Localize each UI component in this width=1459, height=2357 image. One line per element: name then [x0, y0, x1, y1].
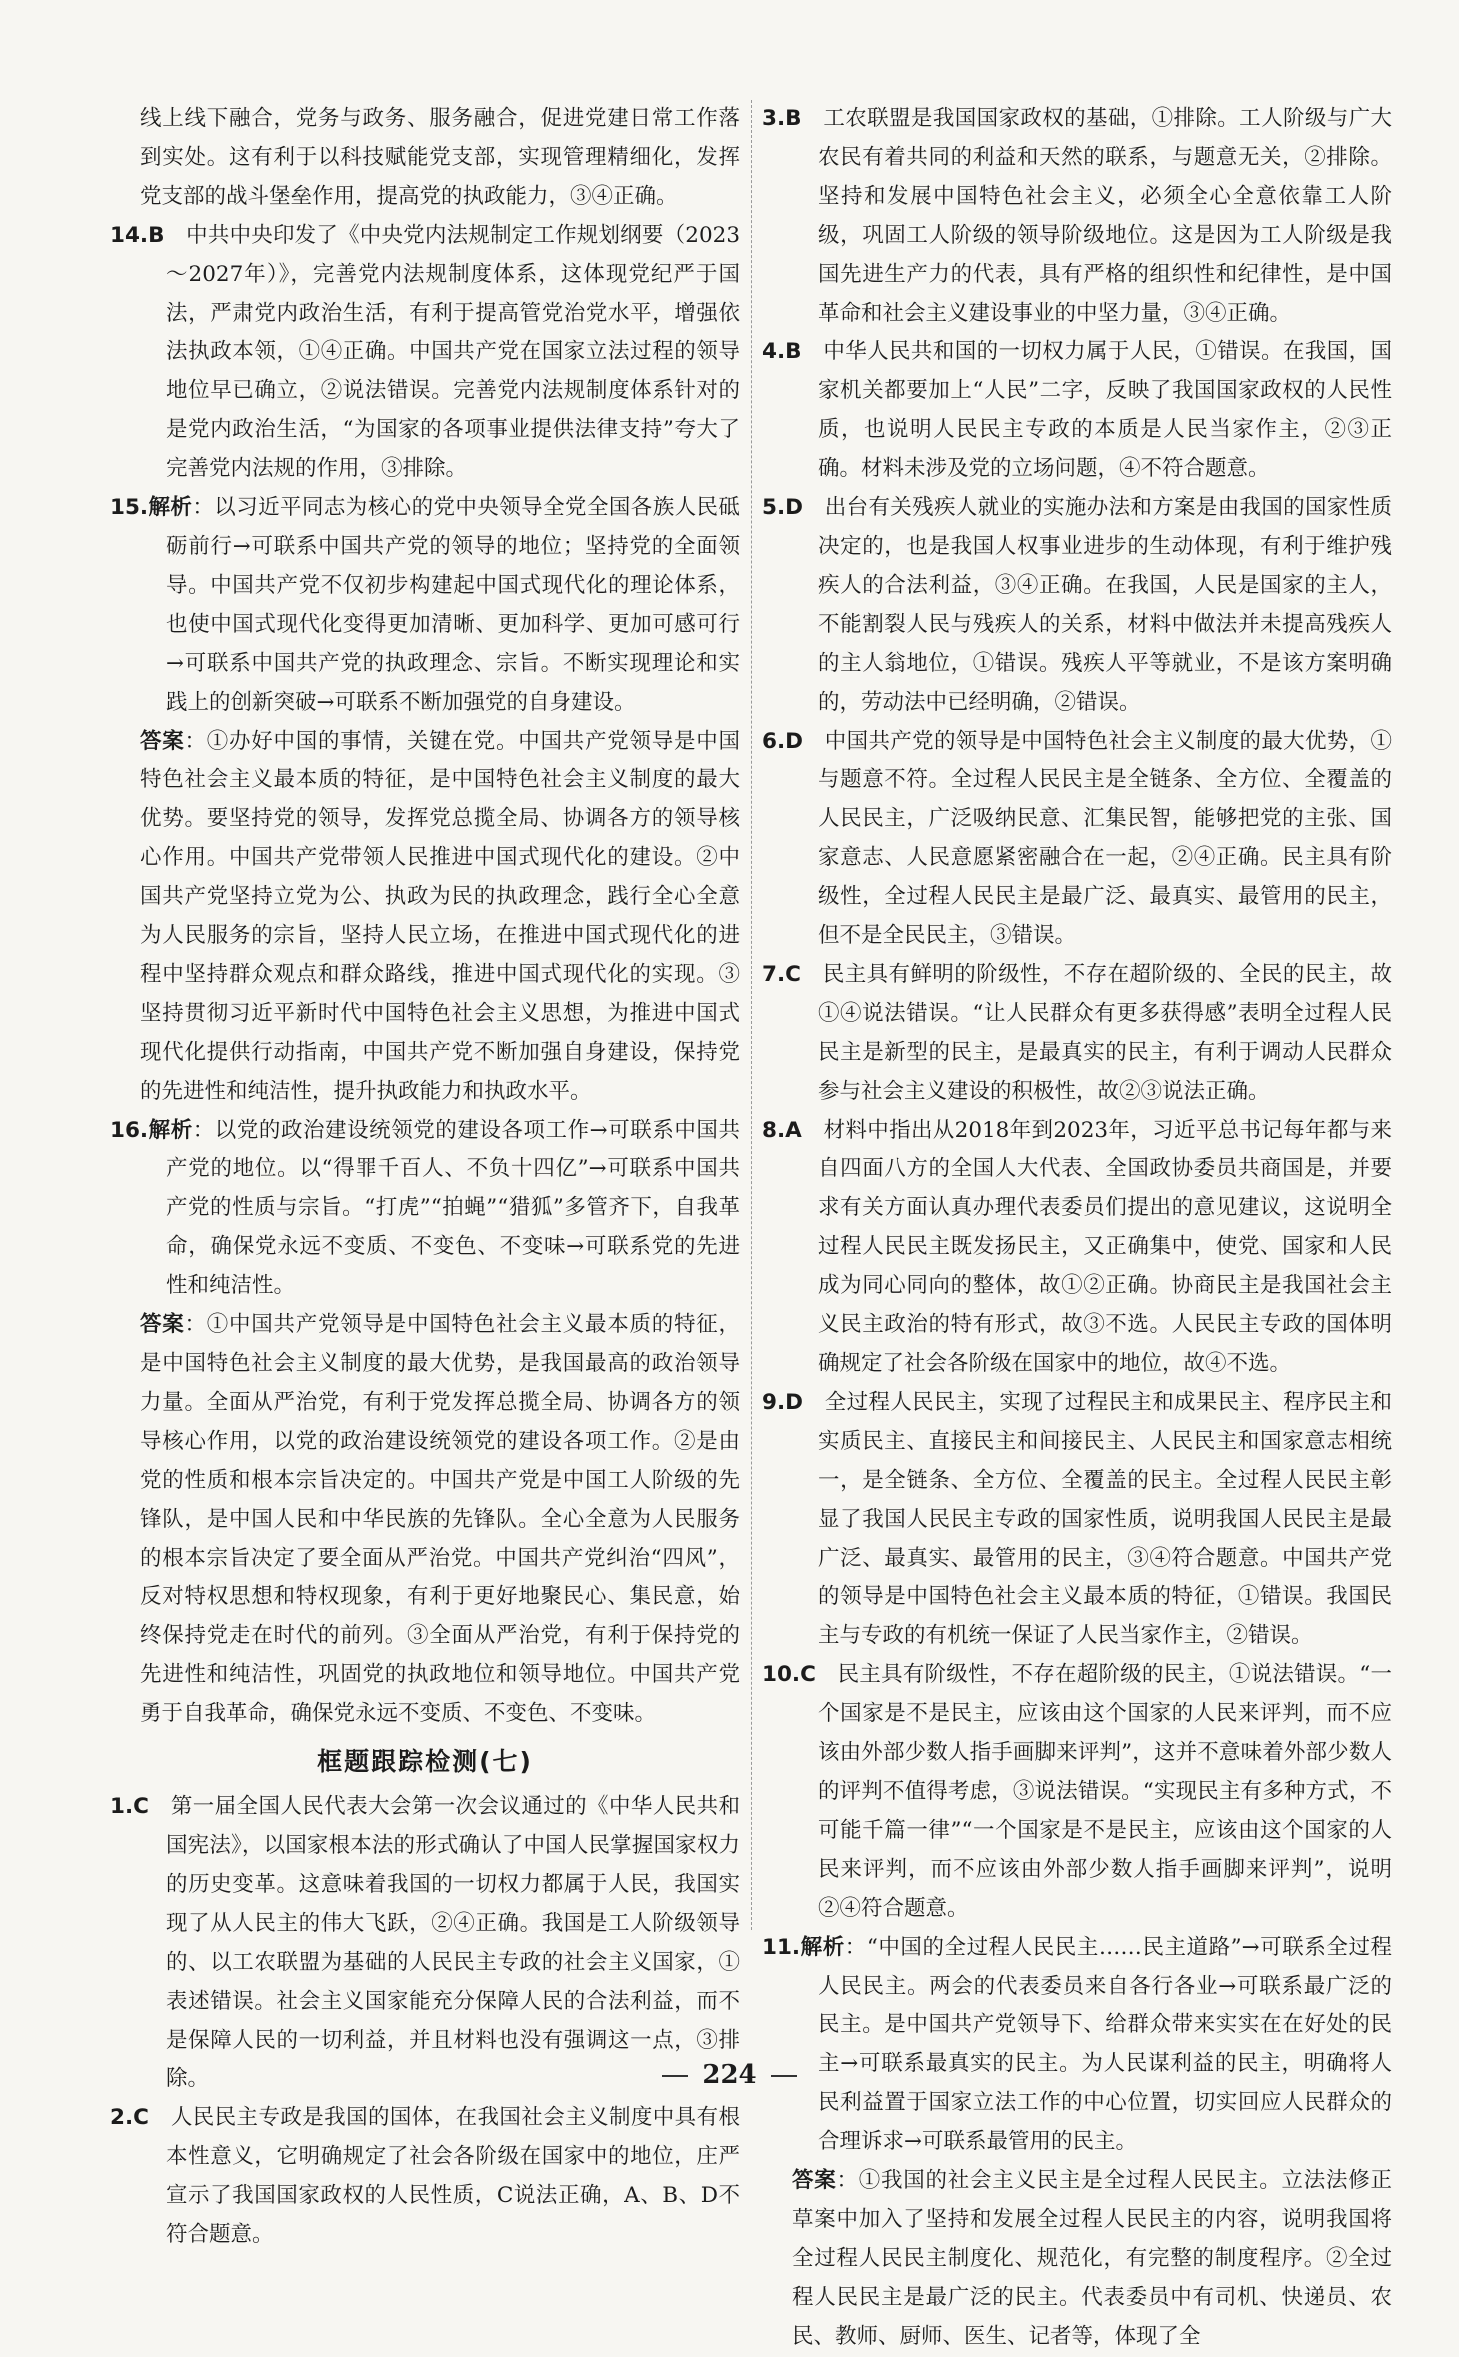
answer-s4: 4.B 中华人民共和国的一切权力属于人民，①错误。在我国，国家机关都要加上“人民”二字，反映了我国国家政权的人民性质，也说明人民民主专政的本质是人民当家作主，②③正确。材料未涉及党的立场问题，④不符合题意。	[762, 339, 1392, 482]
page-footer	[0, 2060, 1459, 2090]
answer-number: 10.C	[762, 1662, 816, 1688]
answer-s10: 10.C 民主具有阶级性，不存在超阶级的民主，①说法错误。“一个国家是不是民主，应该由这个国家的人民来评判，而不应该由外部少数人指手画脚来评判”，这并不意味着外部少数人的评判不值得考虑，③说法错误。“实现民主有多种方式，不可能千篇一律”“一个国家是不是民主，应该由这个国家的人民来评判，而不应该由外部少数人指手画脚来评判”，说明②④符合题意。	[762, 1662, 1392, 1921]
answer-number: 15.	[110, 495, 149, 521]
answer-number: 7.C	[762, 961, 801, 987]
answer-15-answer: 答案：①办好中国的事情，关键在党。中国共产党领导是中国特色社会主义最本质的特征，是中国特色社会主义制度的最大优势。要坚持党的领导，发挥党总揽全局、协调各方的领导核心作用。中国共产党带领人民推进中国式现代化的建设。②中国共产党坚持立党为公、执政为民的执政理念，践行全心全意为人民服务的宗旨，坚持人民立场，在推进中国式现代化的进程中坚持群众观点和群众路线，推进中国式现代化的实现。③坚持贯彻习近平新时代中国特色社会主义思想，为推进中国式现代化提供行动指南，中国共产党不断加强自身建设，保持党的先进性和纯洁性，提升执政能力和执政水平。	[140, 728, 740, 1104]
answer-16-answer: 答案：①中国共产党领导是中国特色社会主义最本质的特征，是中国特色社会主义制度的最大优势，是我国最高的政治领导力量。全面从严治党，有利于党发挥总揽全局、协调各方的领导核心作用，以党的政治建设统领党的建设各项工作。②是由党的性质和根本宗旨决定的。中国共产党是中国工人阶级的先锋队，是中国人民和中华民族的先锋队。全心全意为人民服务的根本宗旨决定了要全面从严治党。中国共产党纠治“四风”，反对特权思想和特权现象，有利于更好地聚民心、集民意，始终保持党走在时代的前列。③全面从严治党，有利于保持党的先进性和纯洁性，巩固党的执政地位和领导地位。中国共产党勇于自我革命，确保党永远不变质、不变色、不变味。	[140, 1312, 740, 1727]
right-column	[762, 100, 1392, 2357]
answer-s6: 6.D 中国共产党的领导是中国特色社会主义制度的最大优势，①与题意不符。全过程人民民主是全链条、全方位、全覆盖的人民民主，广泛吸纳民意、汇集民智，能够把党的主张、国家意志、人民意愿紧密融合在一起，②④正确。民主具有阶级性，全过程人民民主是最广泛、最真实、最管用的民主，但不是全民民主，③错误。	[762, 728, 1392, 949]
answer-s9: 9.D 全过程人民民主，实现了过程民主和成果民主、程序民主和实质民主、直接民主和间接民主、人民民主和国家意志相统一，是全链条、全方位、全覆盖的民主。全过程人民民主彰显了我国人民民主专政的国家性质，说明我国人民民主是最广泛、最真实、最管用的民主，③④符合题意。中国共产党的领导是中国特色社会主义最本质的特征，①错误。我国民主与专政的有机统一保证了人民当家作主，②错误。	[762, 1389, 1392, 1649]
answer-s5: 5.D 出台有关残疾人就业的实施办法和方案是由我国的国家性质决定的，也是我国人权事业进步的生动体现，有利于维护残疾人的合法利益，③④正确。在我国，人民是国家的主人，不能割裂人民与残疾人的关系，材料中做法并未提高残疾人的主人翁地位，①错误。残疾人平等就业，不是该方案明确的，劳动法中已经明确，②错误。	[762, 495, 1392, 715]
page-number: 224	[702, 2060, 757, 2090]
left-column	[110, 100, 740, 2255]
answer-number: 9.D	[762, 1389, 803, 1415]
continued-paragraph: 线上线下融合，党务与政务、服务融合，促进党建日常工作落到实处。这有利于以科技赋能党支部，实现管理精细化，发挥党支部的战斗堡垒作用，提高党的执政能力，③④正确。	[140, 106, 740, 209]
answer-number: 6.D	[762, 728, 803, 754]
section-title: 框题跟踪检测(七)	[317, 1747, 533, 1777]
answer-number: 8.A	[762, 1117, 802, 1143]
footer-dash-left	[662, 2075, 688, 2077]
column-divider	[751, 100, 753, 1930]
answer-number: 4.B	[762, 339, 802, 365]
answer-number: 3.B	[762, 106, 802, 131]
answer-s11-analysis: 11.解析：“中国的全过程人民民主……民主道路”→可联系全过程人民民主。两会的代表委员来自各行各业→可联系最广泛的民主。是中国共产党领导下、给群众带来实实在在好处的民主→可联系最真实的民主。为人民谋利益的民主，明确将人民利益置于国家立法工作的中心位置，切实回应人民群众的合理诉求→可联系最管用的民主。	[762, 1934, 1392, 2155]
answer-14: 14.B 中共中央印发了《中央党内法规制定工作规划纲要（2023～2027年）》，完善党内法规制度体系，这体现党纪严于国法，严肃党内政治生活，有利于提高管党治党水平，增强依法执政本领，①④正确。中国共产党在国家立法过程的领导地位早已确立，②说法错误。完善党内法规制度体系针对的是党内政治生活，“为国家的各项事业提供法律支持”夸大了完善党内法规的作用，③排除。	[110, 222, 740, 482]
answer-number: 16.	[110, 1117, 149, 1143]
answer-16-analysis: 16.解析：以党的政治建设统领党的建设各项工作→可联系中国共产党的地位。以“得罪千百人、不负十四亿”→可联系中国共产党的性质与宗旨。“打虎”“拍蝇”“猎狐”多管齐下，自我革命，确保党永远不变质、不变色、不变味→可联系党的先进性和纯洁性。	[110, 1117, 740, 1299]
answer-number: 14.B	[110, 222, 165, 248]
answer-number: 11.	[762, 1934, 801, 1960]
answer-s11-answer: 答案：①我国的社会主义民主是全过程人民民主。立法法修正草案中加入了坚持和发展全过程人民民主的内容，说明我国将全过程人民民主制度化、规范化，有完整的制度程序。②全过程人民民主是最广泛的民主。代表委员中有司机、快递员、农民、教师、厨师、医生、记者等，体现了全	[792, 2168, 1392, 2349]
footer-dash-right	[771, 2075, 797, 2077]
answer-15-analysis: 15.解析：以习近平同志为核心的党中央领导全党全国各族人民砥砺前行→可联系中国共产党的领导的地位；坚持党的全面领导。中国共产党不仅初步构建起中国式现代化的理论体系，也使中国式现代化变得更加清晰、更加科学、更加可感可行→可联系中国共产党的执政理念、宗旨。不断实现理论和实践上的创新突破→可联系不断加强党的自身建设。	[110, 495, 740, 715]
answer-s3: 3.B 工农联盟是我国国家政权的基础，①排除。工人阶级与广大农民有着共同的利益和天然的联系，与题意无关，②排除。坚持和发展中国特色社会主义，必须全心全意依靠工人阶级，巩固工人阶级的领导阶级地位。这是因为工人阶级是我国先进生产力的代表，具有严格的组织性和纪律性，是中国革命和社会主义建设事业的中坚力量，③④正确。	[762, 106, 1392, 326]
answer-s8: 8.A 材料中指出从2018年到2023年，习近平总书记每年都与来自四面八方的全国人大代表、全国政协委员共商国是，并要求有关方面认真办理代表委员们提出的意见建议，这说明全过程人民民主既发扬民主，又正确集中，使党、国家和人民成为同心同向的整体，故①②正确。协商民主是我国社会主义民主政治的特有形式，故③不选。人民民主专政的国体明确规定了社会各阶级在国家中的地位，故④不选。	[762, 1117, 1392, 1376]
answer-number: 1.C	[110, 1794, 149, 1820]
answer-number: 2.C	[110, 2105, 149, 2131]
answer-number: 5.D	[762, 495, 803, 521]
answer-s2: 2.C 人民民主专政是我国的国体，在我国社会主义制度中具有根本性意义，它明确规定了社会各阶级在国家中的地位，庄严宣示了我国国家政权的人民性质，C说法正确，A、B、D不符合题意。	[110, 2105, 740, 2248]
answer-s1: 1.C 第一届全国人民代表大会第一次会议通过的《中华人民共和国宪法》，以国家根本法的形式确认了中国人民掌握国家权力的历史变革。这意味着我国的一切权力都属于人民，我国实现了从人民主的伟大飞跃，②④正确。我国是工人阶级领导的、以工农联盟为基础的人民民主专政的社会主义国家，①表述错误。社会主义国家能充分保障人民的合法利益，而不是保障人民的一切利益，并且材料也没有强调这一点，③排除。	[110, 1794, 740, 2092]
answer-s7: 7.C 民主具有鲜明的阶级性，不存在超阶级的、全民的民主，故①④说法错误。“让人民群众有更多获得感”表明全过程人民民主是新型的民主，是最真实的民主，有利于调动人民群众参与社会主义建设的积极性，故②③说法正确。	[762, 961, 1392, 1104]
